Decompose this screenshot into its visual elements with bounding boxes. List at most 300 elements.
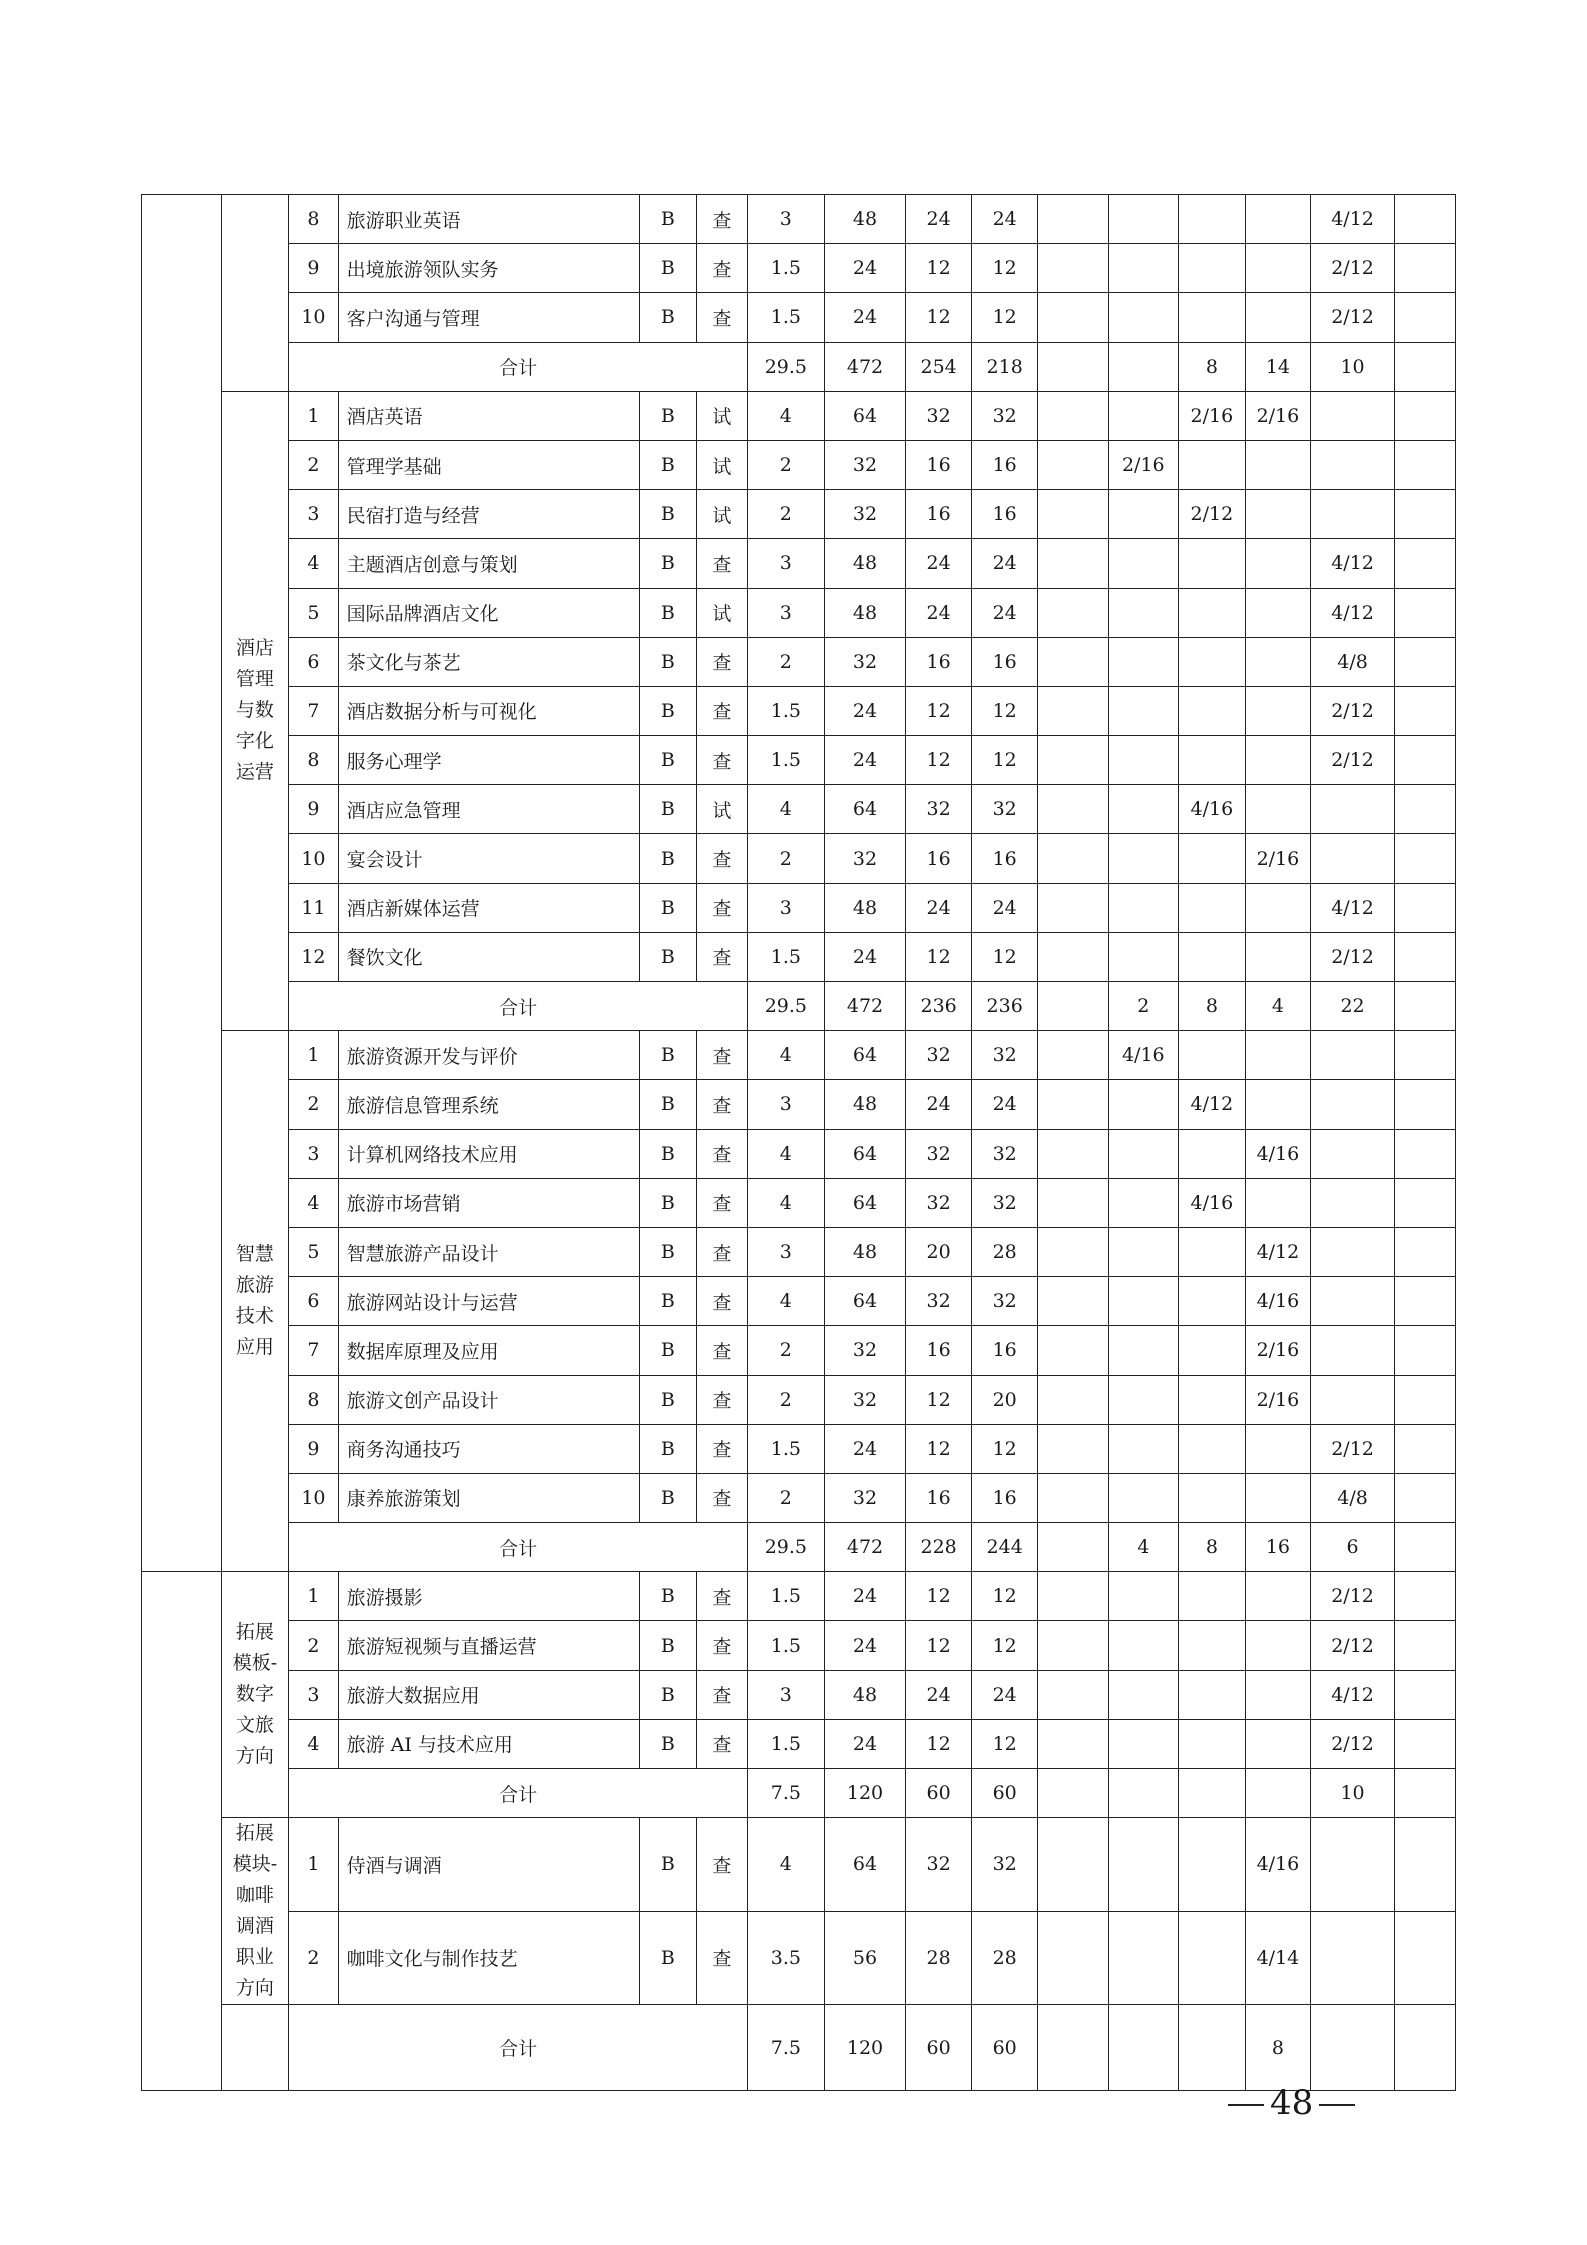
cell-type: B: [640, 686, 696, 735]
cell-assess: 试: [696, 588, 747, 637]
cell-s2: [1109, 1080, 1179, 1129]
cell-total: 32: [824, 1375, 906, 1424]
cell-s4: [1246, 490, 1311, 539]
cell-assess: 查: [696, 244, 747, 293]
cell-s4: 2/16: [1246, 834, 1311, 883]
cell-credit: 1.5: [748, 932, 825, 981]
total-label: 合计: [289, 342, 748, 391]
total-s3: 8: [1178, 1523, 1246, 1572]
cell-s6: [1395, 834, 1456, 883]
table-row: [142, 1227, 1456, 1276]
cell-s4: 4/16: [1246, 1129, 1311, 1178]
cell-s1: [1038, 1080, 1109, 1129]
cell-s5: 2/12: [1310, 736, 1395, 785]
table-row: [142, 736, 1456, 785]
total-s3: [1178, 2005, 1246, 2091]
cell-theory: 16: [906, 834, 972, 883]
cell-name: 服务心理学: [338, 736, 640, 785]
table-row: [142, 440, 1456, 489]
cell-assess: 查: [696, 1911, 747, 2005]
cell-s2: [1109, 244, 1179, 293]
cell-s4: [1246, 1719, 1311, 1768]
cell-s6: [1395, 440, 1456, 489]
table-row: [142, 1129, 1456, 1178]
cell-s4: [1246, 1572, 1311, 1621]
table-row: [142, 1031, 1456, 1080]
cell-name: 旅游职业英语: [338, 195, 640, 244]
total-practice: 218: [971, 342, 1038, 391]
total-total: 472: [824, 1523, 906, 1572]
cell-s6: [1395, 686, 1456, 735]
cell-assess: 查: [696, 1326, 747, 1375]
cell-no: 4: [289, 1178, 338, 1227]
cell-practice: 12: [971, 1572, 1038, 1621]
cell-s1: [1038, 883, 1109, 932]
cell-s1: [1038, 1572, 1109, 1621]
cell-theory: 32: [906, 785, 972, 834]
cell-s6: [1395, 1129, 1456, 1178]
cell-type: B: [640, 1178, 696, 1227]
table-row: [142, 1277, 1456, 1326]
cell-credit: 1.5: [748, 293, 825, 342]
cell-s1: [1038, 1375, 1109, 1424]
cell-total: 64: [824, 391, 906, 440]
cell-name: 数据库原理及应用: [338, 1326, 640, 1375]
module-name: 智慧旅游技术应用: [221, 1031, 289, 1572]
table-row: [142, 1473, 1456, 1522]
cell-s3: [1178, 539, 1246, 588]
cell-total: 32: [824, 637, 906, 686]
total-s5: 6: [1310, 1523, 1395, 1572]
cell-s5: 2/12: [1310, 293, 1395, 342]
cell-s5: [1310, 1911, 1395, 2005]
cell-credit: 4: [748, 1277, 825, 1326]
cell-s2: [1109, 1719, 1179, 1768]
cell-theory: 24: [906, 1670, 972, 1719]
cell-practice: 32: [971, 1178, 1038, 1227]
cell-practice: 24: [971, 1670, 1038, 1719]
cell-no: 11: [289, 883, 338, 932]
cell-s1: [1038, 1670, 1109, 1719]
table-row: [142, 1424, 1456, 1473]
cell-name: 客户沟通与管理: [338, 293, 640, 342]
cell-total: 48: [824, 195, 906, 244]
cell-no: 9: [289, 785, 338, 834]
cell-assess: 查: [696, 539, 747, 588]
dash-left: [1228, 2104, 1264, 2106]
cell-name: 旅游文创产品设计: [338, 1375, 640, 1424]
cell-credit: 2: [748, 637, 825, 686]
cell-assess: 查: [696, 883, 747, 932]
cell-credit: 3: [748, 1080, 825, 1129]
cell-practice: 32: [971, 391, 1038, 440]
cell-s4: [1246, 1621, 1311, 1670]
total-s2: [1109, 2005, 1179, 2091]
cell-s1: [1038, 588, 1109, 637]
total-s3: [1178, 1769, 1246, 1818]
table-row: [142, 539, 1456, 588]
cell-type: B: [640, 932, 696, 981]
table-row: [142, 1719, 1456, 1768]
total-s4: 4: [1246, 982, 1311, 1031]
cell-s2: [1109, 736, 1179, 785]
cell-s5: [1310, 1129, 1395, 1178]
total-s2: 2: [1109, 982, 1179, 1031]
module-name-continued: [221, 2005, 289, 2091]
cell-assess: 查: [696, 932, 747, 981]
cell-s1: [1038, 736, 1109, 785]
cell-no: 10: [289, 1473, 338, 1522]
cell-s3: [1178, 686, 1246, 735]
cell-s1: [1038, 834, 1109, 883]
cell-type: B: [640, 1375, 696, 1424]
cell-type: B: [640, 1424, 696, 1473]
cell-credit: 1.5: [748, 244, 825, 293]
table-row: [142, 391, 1456, 440]
course-schedule-table: [141, 194, 1456, 2091]
cell-name: 旅游 AI 与技术应用: [338, 1719, 640, 1768]
total-credit: 29.5: [748, 982, 825, 1031]
cell-assess: 查: [696, 1277, 747, 1326]
module-name: [221, 195, 289, 392]
cell-type: B: [640, 391, 696, 440]
cell-practice: 12: [971, 293, 1038, 342]
cell-total: 64: [824, 1129, 906, 1178]
total-total: 472: [824, 982, 906, 1031]
cell-s1: [1038, 293, 1109, 342]
cell-total: 64: [824, 1818, 906, 1912]
cell-no: 3: [289, 1670, 338, 1719]
table-row: [142, 785, 1456, 834]
cell-no: 7: [289, 686, 338, 735]
cell-name: 智慧旅游产品设计: [338, 1227, 640, 1276]
cell-s6: [1395, 1572, 1456, 1621]
table-row: [142, 195, 1456, 244]
cell-no: 2: [289, 1080, 338, 1129]
cell-s3: [1178, 932, 1246, 981]
table-row: [142, 834, 1456, 883]
cell-s3: 4/16: [1178, 1178, 1246, 1227]
cell-type: B: [640, 1326, 696, 1375]
cell-s6: [1395, 883, 1456, 932]
cell-s2: [1109, 785, 1179, 834]
cell-s1: [1038, 686, 1109, 735]
table-row: [142, 1911, 1456, 2005]
cell-s6: [1395, 490, 1456, 539]
cell-theory: 24: [906, 588, 972, 637]
dash-right: [1319, 2104, 1355, 2106]
cell-practice: 12: [971, 244, 1038, 293]
cell-s4: [1246, 195, 1311, 244]
total-s6: [1395, 982, 1456, 1031]
cell-no: 7: [289, 1326, 338, 1375]
total-theory: 60: [906, 2005, 972, 2091]
cell-s6: [1395, 391, 1456, 440]
cell-no: 1: [289, 1572, 338, 1621]
cell-total: 48: [824, 883, 906, 932]
cell-no: 6: [289, 637, 338, 686]
category-cell: [142, 1572, 222, 2091]
cell-s6: [1395, 1670, 1456, 1719]
cell-total: 32: [824, 440, 906, 489]
total-s5: 10: [1310, 342, 1395, 391]
cell-assess: 查: [696, 686, 747, 735]
cell-s6: [1395, 1424, 1456, 1473]
cell-s3: [1178, 1621, 1246, 1670]
total-s4: [1246, 1769, 1311, 1818]
cell-name: 旅游信息管理系统: [338, 1080, 640, 1129]
cell-name: 旅游大数据应用: [338, 1670, 640, 1719]
cell-no: 4: [289, 1719, 338, 1768]
cell-assess: 试: [696, 440, 747, 489]
cell-s4: 4/16: [1246, 1277, 1311, 1326]
cell-s2: [1109, 490, 1179, 539]
cell-theory: 24: [906, 883, 972, 932]
cell-type: B: [640, 1277, 696, 1326]
cell-name: 旅游市场营销: [338, 1178, 640, 1227]
total-s1: [1038, 1523, 1109, 1572]
cell-name: 酒店应急管理: [338, 785, 640, 834]
cell-s1: [1038, 1326, 1109, 1375]
total-total: 472: [824, 342, 906, 391]
cell-theory: 16: [906, 1326, 972, 1375]
cell-practice: 12: [971, 1621, 1038, 1670]
cell-s3: [1178, 1818, 1246, 1912]
total-s3: 8: [1178, 982, 1246, 1031]
cell-credit: 4: [748, 1178, 825, 1227]
cell-assess: 试: [696, 785, 747, 834]
cell-s3: [1178, 1375, 1246, 1424]
total-theory: 254: [906, 342, 972, 391]
cell-s1: [1038, 1129, 1109, 1178]
cell-s4: 2/16: [1246, 1375, 1311, 1424]
cell-credit: 4: [748, 391, 825, 440]
cell-theory: 24: [906, 539, 972, 588]
cell-assess: 查: [696, 1818, 747, 1912]
cell-name: 酒店英语: [338, 391, 640, 440]
table-row: [142, 244, 1456, 293]
cell-s2: [1109, 539, 1179, 588]
cell-s2: [1109, 1178, 1179, 1227]
table-row: [142, 1080, 1456, 1129]
cell-practice: 32: [971, 785, 1038, 834]
cell-name: 餐饮文化: [338, 932, 640, 981]
total-s1: [1038, 982, 1109, 1031]
cell-s6: [1395, 1621, 1456, 1670]
cell-credit: 3: [748, 1227, 825, 1276]
cell-no: 12: [289, 932, 338, 981]
cell-s5: [1310, 1277, 1395, 1326]
cell-s6: [1395, 785, 1456, 834]
cell-s4: [1246, 1473, 1311, 1522]
cell-credit: 2: [748, 490, 825, 539]
cell-s2: [1109, 883, 1179, 932]
cell-theory: 12: [906, 293, 972, 342]
cell-s4: 2/16: [1246, 1326, 1311, 1375]
cell-theory: 16: [906, 440, 972, 489]
cell-s1: [1038, 1031, 1109, 1080]
cell-credit: 2: [748, 1326, 825, 1375]
table-row: [142, 883, 1456, 932]
cell-no: 6: [289, 1277, 338, 1326]
cell-name: 主题酒店创意与策划: [338, 539, 640, 588]
cell-s5: 2/12: [1310, 1719, 1395, 1768]
cell-name: 酒店新媒体运营: [338, 883, 640, 932]
cell-total: 56: [824, 1911, 906, 2005]
table-row: [142, 490, 1456, 539]
cell-name: 管理学基础: [338, 440, 640, 489]
cell-s4: [1246, 686, 1311, 735]
cell-type: B: [640, 1818, 696, 1912]
cell-theory: 32: [906, 391, 972, 440]
cell-practice: 32: [971, 1277, 1038, 1326]
cell-name: 旅游短视频与直播运营: [338, 1621, 640, 1670]
cell-s5: [1310, 1178, 1395, 1227]
cell-theory: 12: [906, 686, 972, 735]
cell-practice: 16: [971, 637, 1038, 686]
cell-assess: 查: [696, 637, 747, 686]
cell-type: B: [640, 1080, 696, 1129]
table-row: [142, 1621, 1456, 1670]
total-label: 合计: [289, 2005, 748, 2091]
cell-s6: [1395, 539, 1456, 588]
cell-total: 64: [824, 1178, 906, 1227]
cell-s3: [1178, 1424, 1246, 1473]
cell-no: 9: [289, 1424, 338, 1473]
module-name: 拓展模板-数字文旅方向: [221, 1572, 289, 1818]
cell-s6: [1395, 932, 1456, 981]
cell-s1: [1038, 1621, 1109, 1670]
cell-no: 9: [289, 244, 338, 293]
cell-name: 咖啡文化与制作技艺: [338, 1911, 640, 2005]
total-s4: 8: [1246, 2005, 1311, 2091]
total-credit: 7.5: [748, 1769, 825, 1818]
cell-s5: [1310, 1375, 1395, 1424]
table-row: [142, 1670, 1456, 1719]
cell-s4: [1246, 440, 1311, 489]
table-row: [142, 932, 1456, 981]
cell-credit: 1.5: [748, 736, 825, 785]
cell-s3: [1178, 736, 1246, 785]
cell-name: 旅游网站设计与运营: [338, 1277, 640, 1326]
cell-s6: [1395, 1911, 1456, 2005]
cell-type: B: [640, 637, 696, 686]
cell-type: B: [640, 539, 696, 588]
cell-credit: 3: [748, 539, 825, 588]
cell-no: 2: [289, 1911, 338, 2005]
total-s2: [1109, 1769, 1179, 1818]
cell-practice: 12: [971, 1424, 1038, 1473]
cell-assess: 查: [696, 1621, 747, 1670]
cell-credit: 1.5: [748, 1621, 825, 1670]
cell-assess: 查: [696, 1670, 747, 1719]
cell-type: B: [640, 1911, 696, 2005]
cell-s1: [1038, 1178, 1109, 1227]
cell-credit: 1.5: [748, 1572, 825, 1621]
cell-theory: 28: [906, 1911, 972, 2005]
cell-practice: 16: [971, 834, 1038, 883]
cell-s1: [1038, 490, 1109, 539]
cell-s5: 4/12: [1310, 588, 1395, 637]
cell-practice: 12: [971, 1719, 1038, 1768]
cell-practice: 24: [971, 195, 1038, 244]
cell-credit: 4: [748, 1818, 825, 1912]
cell-theory: 12: [906, 1719, 972, 1768]
cell-no: 5: [289, 588, 338, 637]
cell-s5: [1310, 1031, 1395, 1080]
cell-type: B: [640, 440, 696, 489]
cell-s2: [1109, 1375, 1179, 1424]
cell-s5: 4/12: [1310, 883, 1395, 932]
cell-s2: [1109, 637, 1179, 686]
cell-assess: 查: [696, 1719, 747, 1768]
total-label: 合计: [289, 1769, 748, 1818]
cell-s5: 4/12: [1310, 195, 1395, 244]
cell-total: 24: [824, 686, 906, 735]
cell-assess: 查: [696, 1424, 747, 1473]
cell-theory: 12: [906, 1375, 972, 1424]
total-s1: [1038, 342, 1109, 391]
cell-total: 32: [824, 1473, 906, 1522]
cell-practice: 12: [971, 932, 1038, 981]
cell-theory: 20: [906, 1227, 972, 1276]
cell-theory: 12: [906, 1621, 972, 1670]
cell-s1: [1038, 1719, 1109, 1768]
cell-s5: [1310, 440, 1395, 489]
cell-s3: [1178, 244, 1246, 293]
total-row: [142, 1769, 1456, 1818]
cell-s2: 4/16: [1109, 1031, 1179, 1080]
cell-s3: [1178, 1670, 1246, 1719]
cell-practice: 12: [971, 686, 1038, 735]
cell-s5: 4/12: [1310, 539, 1395, 588]
cell-total: 32: [824, 490, 906, 539]
total-row: [142, 342, 1456, 391]
cell-no: 8: [289, 195, 338, 244]
table-row: [142, 1818, 1456, 1912]
cell-no: 10: [289, 834, 338, 883]
cell-s2: [1109, 1911, 1179, 2005]
cell-total: 32: [824, 1326, 906, 1375]
cell-assess: 查: [696, 736, 747, 785]
cell-s2: [1109, 391, 1179, 440]
cell-s3: [1178, 1911, 1246, 2005]
cell-assess: 试: [696, 490, 747, 539]
total-s5: 10: [1310, 1769, 1395, 1818]
total-practice: 244: [971, 1523, 1038, 1572]
cell-s5: [1310, 1818, 1395, 1912]
cell-s6: [1395, 1473, 1456, 1522]
cell-s6: [1395, 1178, 1456, 1227]
cell-s6: [1395, 1375, 1456, 1424]
cell-credit: 4: [748, 1129, 825, 1178]
total-practice: 60: [971, 1769, 1038, 1818]
cell-s4: [1246, 1080, 1311, 1129]
cell-s5: 4/8: [1310, 637, 1395, 686]
cell-s1: [1038, 1473, 1109, 1522]
cell-assess: 查: [696, 834, 747, 883]
cell-credit: 2: [748, 440, 825, 489]
table-row: [142, 588, 1456, 637]
cell-total: 48: [824, 1670, 906, 1719]
total-s6: [1395, 2005, 1456, 2091]
cell-theory: 12: [906, 1572, 972, 1621]
module-name: 酒店管理与数字化运营: [221, 391, 289, 1030]
cell-s3: [1178, 195, 1246, 244]
cell-s5: 4/12: [1310, 1670, 1395, 1719]
cell-no: 5: [289, 1227, 338, 1276]
cell-no: 1: [289, 1031, 338, 1080]
